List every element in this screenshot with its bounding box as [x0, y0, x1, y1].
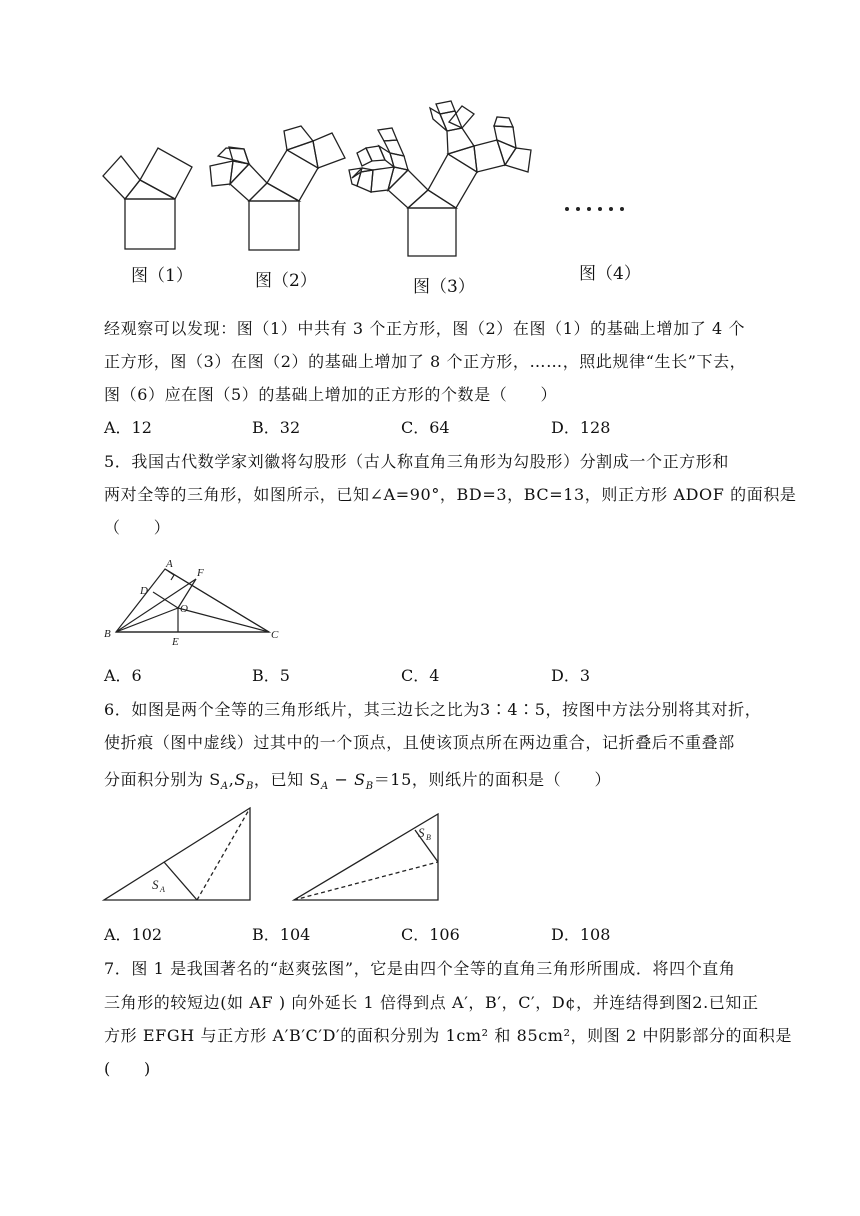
q4-text-line-1: 经观察可以发现：图（1）中共有 3 个正方形，图（2）在图（1）的基础上增加了 4 个	[104, 319, 746, 338]
q5-text-line-1: 5．我国古代数学家刘徽将勾股形（古人称直角三角形为勾股形）分割成一个正方形和	[104, 452, 729, 471]
point-label-o: O	[180, 603, 188, 615]
point-label-e: E	[172, 636, 179, 648]
q6-folded-triangles	[0, 800, 860, 910]
q5-option-c: C．4	[401, 666, 440, 685]
pythagoras-tree-figures	[0, 0, 860, 300]
q4-option-d: D．128	[551, 418, 611, 437]
q6-text-line-2: 使折痕（图中虚线）过其中的一个顶点，且使该顶点所在两边重合，记折叠后不重叠部	[104, 733, 735, 752]
sb-sub: B	[426, 833, 431, 842]
point-label-b: B	[104, 628, 111, 640]
q6-text-line-3: 分面积分别为 $S_A,S_B$，已知 $S_A - S_B=15$，则纸片的面积是（ ）	[104, 770, 612, 793]
tree-figure-2	[210, 126, 345, 250]
point-label-c: C	[271, 629, 279, 641]
q4-text-line-2: 正方形，图（3）在图（2）的基础上增加了 8 个正方形，……，照此规律“生长”下去，	[104, 352, 747, 371]
figure-label-3: 图（3）	[413, 277, 475, 297]
sa-sub: A	[160, 885, 165, 894]
q6-option-c: C．106	[401, 925, 460, 944]
point-label-f: F	[197, 567, 204, 579]
q6-text-line-1: 6．如图是两个全等的三角形纸片，其三边长之比为3∶4∶5，按图中方法分别将其对折，	[104, 700, 762, 719]
q5-option-a: A．6	[104, 666, 142, 685]
q6-option-a: A．102	[104, 925, 163, 944]
ellipsis-dots	[565, 207, 624, 211]
q4-option-b: B．32	[252, 418, 301, 437]
point-label-d: D	[140, 585, 148, 597]
sb-label: S	[418, 825, 425, 840]
q4-text-line-3: 图（6）应在图（5）的基础上增加的正方形的个数是（ ）	[104, 385, 558, 404]
q4-option-a: A．12	[104, 418, 152, 437]
sa-label: S	[152, 877, 159, 892]
q5-triangle-figure	[0, 540, 860, 660]
q5-text-line-3: （ ）	[104, 518, 171, 537]
q7-text-line-4: ( )	[104, 1059, 151, 1078]
q6-option-b: B．104	[252, 925, 311, 944]
q5-option-d: D．3	[551, 666, 591, 685]
figure-label-4: 图（4）	[579, 264, 641, 284]
figure-label-1: 图（1）	[131, 266, 193, 286]
q7-text-line-1: 7．图 1 是我国著名的“赵爽弦图”，它是由四个全等的直角三角形所围成．将四个直角	[104, 959, 736, 978]
point-label-a: A	[166, 558, 173, 570]
q6-option-d: D．108	[551, 925, 611, 944]
tree-figure-3	[349, 101, 531, 256]
q4-option-c: C．64	[401, 418, 450, 437]
q5-text-line-2: 两对全等的三角形，如图所示，已知∠A=90°，BD=3，BC=13，则正方形 ADOF 的面积是	[104, 485, 797, 504]
q7-text-line-3: 方形 EFGH 与正方形 A′B′C′D′的面积分别为 1cm² 和 85cm²，则图 2 中阴影部分的面积是	[104, 1026, 792, 1045]
tree-figure-1	[103, 148, 192, 249]
figure-label-2: 图（2）	[255, 271, 317, 291]
q5-option-b: B．5	[252, 666, 290, 685]
q7-text-line-2: 三角形的较短边(如 AF ) 向外延长 1 倍得到点 A′，B′，C′，D¢，并连结得到图2.已知正	[104, 993, 759, 1012]
